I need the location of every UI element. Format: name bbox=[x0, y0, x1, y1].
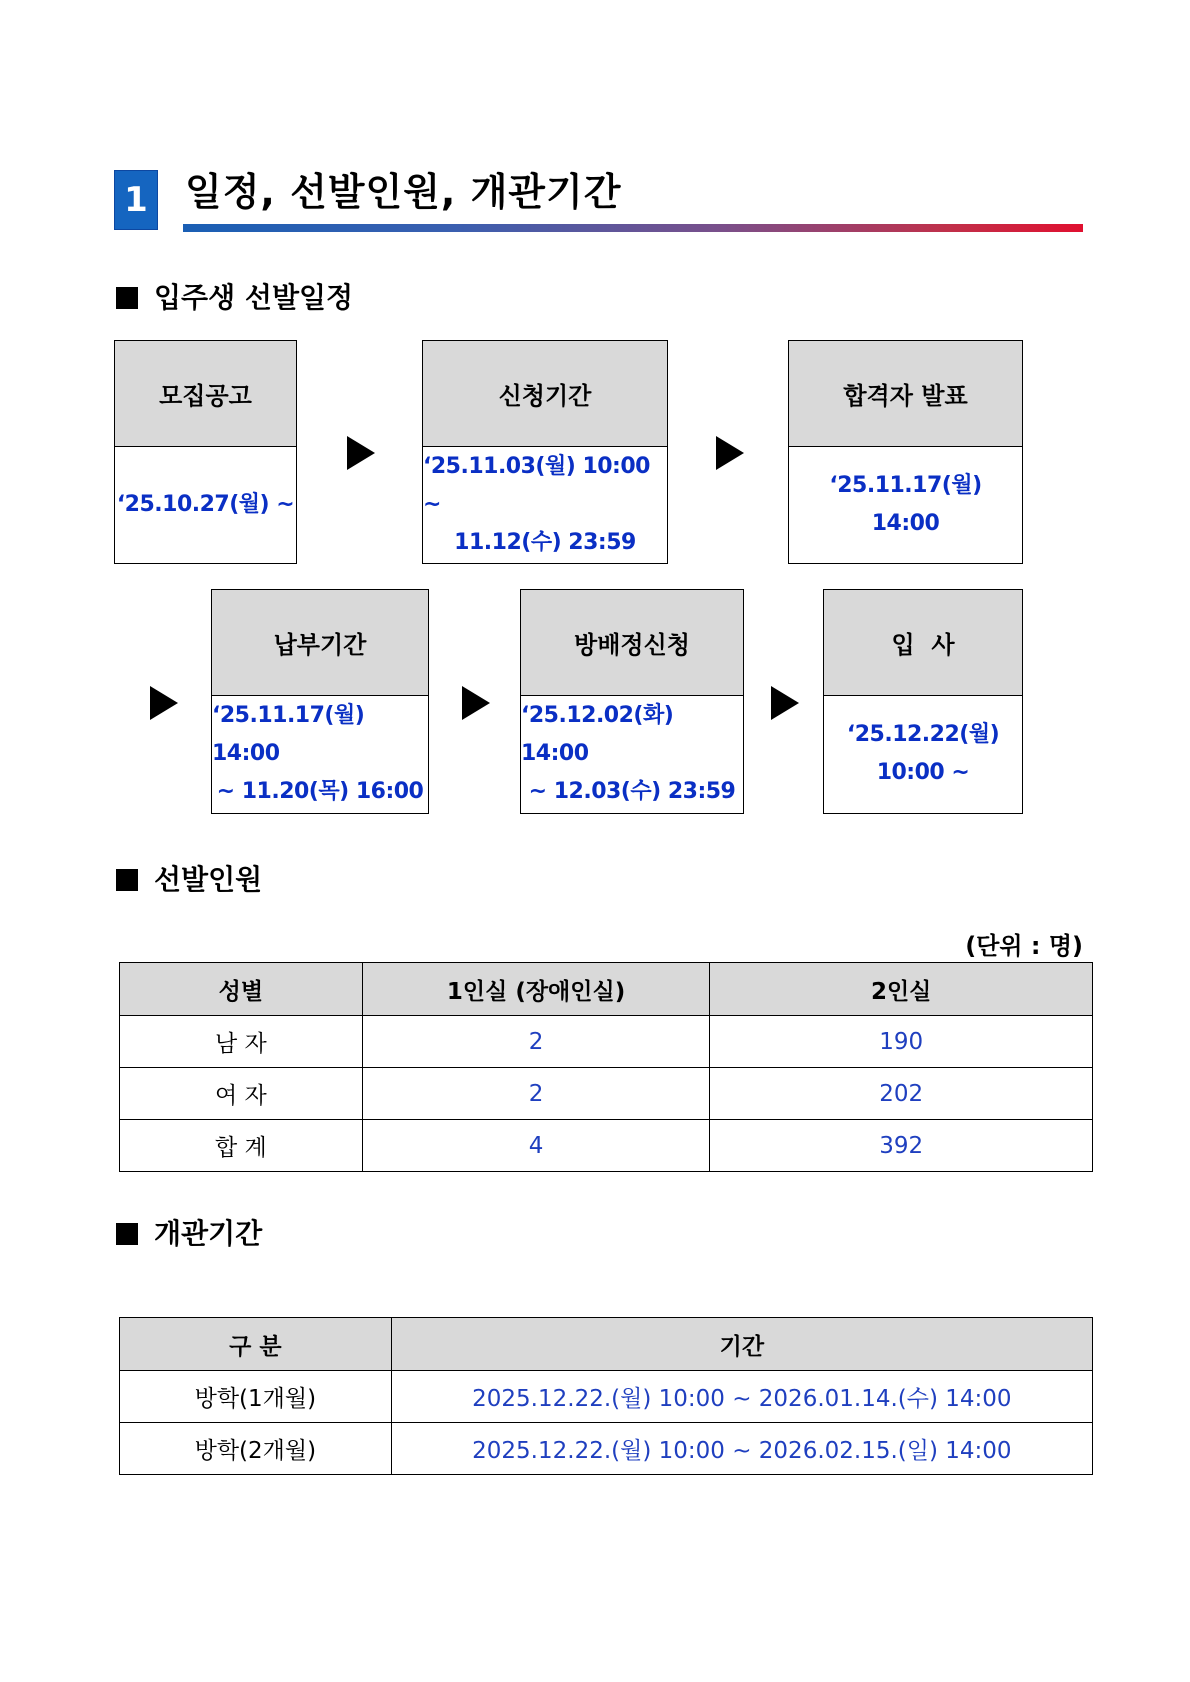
step-title: 모집공고 bbox=[115, 341, 296, 447]
schedule-heading bbox=[116, 280, 353, 316]
schedule-step-application bbox=[422, 340, 668, 564]
table-cell-value: 202 bbox=[710, 1068, 1093, 1120]
column-header: 구 분 bbox=[120, 1318, 392, 1371]
step-date-line: ‘25.10.27(월) ~ bbox=[116, 492, 295, 517]
table-row bbox=[120, 1120, 1093, 1172]
table-cell-label: 여 자 bbox=[120, 1068, 363, 1120]
table-cell-label: 합 계 bbox=[120, 1120, 363, 1172]
schedule-step-recruit bbox=[114, 340, 297, 564]
table-header-row bbox=[120, 963, 1093, 1016]
table-cell-label: 남 자 bbox=[120, 1016, 363, 1068]
step-date-line: ‘25.11.17(월) bbox=[829, 473, 982, 498]
table-cell-value: 4 bbox=[362, 1120, 710, 1172]
step-date-line: ‘25.12.22(월) bbox=[846, 722, 1000, 747]
quota-heading bbox=[116, 862, 262, 898]
column-header: 기간 bbox=[391, 1318, 1092, 1371]
unit-note: (단위 : 명) bbox=[965, 932, 1083, 960]
table-row bbox=[120, 1016, 1093, 1068]
table-cell-value: 2025.12.22.(월) 10:00 ~ 2026.01.14.(수) 14:00 bbox=[391, 1371, 1092, 1423]
schedule-step-move-in bbox=[823, 589, 1023, 814]
square-bullet-icon bbox=[116, 1223, 138, 1245]
step-date-line: ‘25.11.03(월) 10:00 ~ bbox=[423, 454, 650, 517]
schedule-heading-text: 입주생 선발일정 bbox=[154, 281, 354, 314]
table-cell-value: 2 bbox=[362, 1068, 710, 1120]
opening-heading-text: 개관기간 bbox=[154, 1217, 263, 1250]
step-title: 신청기간 bbox=[423, 341, 667, 447]
arrow-right-icon bbox=[716, 436, 744, 470]
step-title: 납부기간 bbox=[212, 590, 428, 696]
schedule-step-room-assignment bbox=[520, 589, 744, 814]
arrow-right-icon bbox=[462, 686, 490, 720]
table-cell-value: 190 bbox=[710, 1016, 1093, 1068]
table-cell-label: 방학(2개월) bbox=[120, 1423, 392, 1475]
step-date-line: ‘25.11.17(월) 14:00 bbox=[212, 703, 365, 766]
table-header-row bbox=[120, 1318, 1093, 1371]
section-title: 일정, 선발인원, 개관기간 bbox=[185, 170, 622, 214]
opening-table bbox=[119, 1317, 1093, 1475]
square-bullet-icon bbox=[116, 869, 138, 891]
arrow-right-icon bbox=[771, 686, 799, 720]
arrow-right-icon bbox=[150, 686, 178, 720]
schedule-step-announcement bbox=[788, 340, 1023, 564]
step-title: 합격자 발표 bbox=[789, 341, 1022, 447]
step-date-line: 11.12(수) 23:59 bbox=[454, 530, 636, 555]
step-date-line: ~ 12.03(수) 23:59 bbox=[528, 779, 736, 804]
step-date-line: 14:00 bbox=[871, 511, 940, 536]
table-row bbox=[120, 1068, 1093, 1120]
schedule-step-payment bbox=[211, 589, 429, 814]
section-underline-bar bbox=[183, 224, 1083, 232]
table-cell-label: 방학(1개월) bbox=[120, 1371, 392, 1423]
step-title: 입 사 bbox=[824, 590, 1022, 696]
table-cell-value: 2025.12.22.(월) 10:00 ~ 2026.02.15.(일) 14:00 bbox=[391, 1423, 1092, 1475]
section-number-badge: 1 bbox=[114, 170, 158, 230]
quota-table bbox=[119, 962, 1093, 1172]
table-cell-value: 2 bbox=[362, 1016, 710, 1068]
arrow-right-icon bbox=[347, 436, 375, 470]
column-header: 2인실 bbox=[710, 963, 1093, 1016]
column-header: 성별 bbox=[120, 963, 363, 1016]
table-cell-value: 392 bbox=[710, 1120, 1093, 1172]
table-row bbox=[120, 1371, 1093, 1423]
quota-heading-text: 선발인원 bbox=[154, 863, 263, 896]
table-row bbox=[120, 1423, 1093, 1475]
opening-heading bbox=[116, 1216, 262, 1252]
square-bullet-icon bbox=[116, 287, 138, 309]
step-title: 방배정신청 bbox=[521, 590, 743, 696]
step-date-line: ~ 11.20(목) 16:00 bbox=[216, 779, 424, 804]
column-header: 1인실 (장애인실) bbox=[362, 963, 710, 1016]
step-date-line: ‘25.12.02(화) 14:00 bbox=[521, 703, 674, 766]
step-date-line: 10:00 ~ bbox=[876, 760, 970, 785]
